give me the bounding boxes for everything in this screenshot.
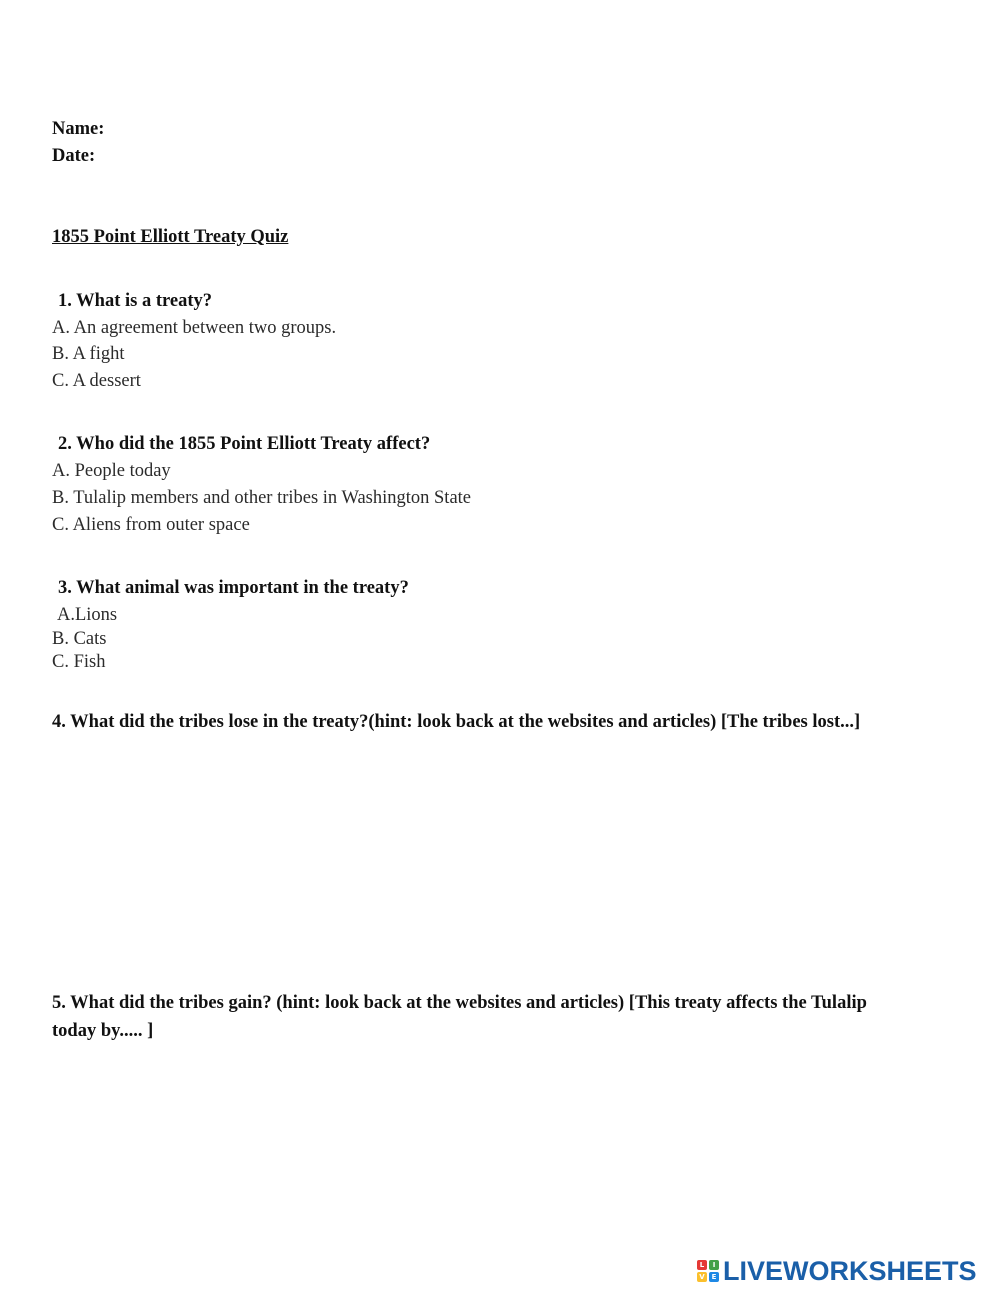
question-4-answer-area[interactable] bbox=[52, 775, 872, 965]
question-1-option-b[interactable]: B. A fight bbox=[52, 344, 125, 364]
question-3-option-b[interactable]: B. Cats bbox=[52, 629, 107, 649]
date-label: Date: bbox=[52, 146, 96, 166]
question-1-option-a[interactable]: A. An agreement between two groups. bbox=[52, 318, 337, 338]
question-2-option-a[interactable]: A. People today bbox=[52, 461, 171, 481]
logo-text: LIVEWORKSHEETS bbox=[723, 1256, 977, 1286]
question-3-option-c[interactable]: C. Fish bbox=[52, 652, 106, 672]
question-5-answer-area[interactable] bbox=[52, 1055, 872, 1235]
liveworksheets-logo bbox=[697, 1257, 977, 1285]
question-3: 3. What animal was important in the treaty? bbox=[58, 578, 409, 598]
logo-tile-i: I bbox=[709, 1260, 719, 1270]
logo-tile-l: L bbox=[697, 1260, 707, 1270]
name-label: Name: bbox=[52, 119, 105, 139]
question-2-option-b[interactable]: B. Tulalip members and other tribes in Washington State bbox=[52, 488, 472, 508]
question-2-option-c[interactable]: C. Aliens from outer space bbox=[52, 515, 250, 535]
question-3-option-a[interactable]: A.Lions bbox=[57, 605, 118, 625]
question-2: 2. Who did the 1855 Point Elliott Treaty affect? bbox=[58, 434, 431, 454]
question-5: 5. What did the tribes gain? (hint: look back at the websites and articles) [This treaty affects the Tulalip today by..... ] bbox=[52, 993, 867, 1041]
logo-tile-v: V bbox=[697, 1272, 707, 1282]
liveworksheets-logo-icon bbox=[697, 1260, 719, 1282]
question-1-option-c[interactable]: C. A dessert bbox=[52, 371, 141, 391]
quiz-title: 1855 Point Elliott Treaty Quiz bbox=[52, 227, 289, 247]
question-1: 1. What is a treaty? bbox=[58, 291, 212, 311]
question-4: 4. What did the tribes lose in the treaty?(hint: look back at the websites and articles) [The tribes lost...] bbox=[52, 712, 861, 732]
logo-tile-e: E bbox=[709, 1272, 719, 1282]
